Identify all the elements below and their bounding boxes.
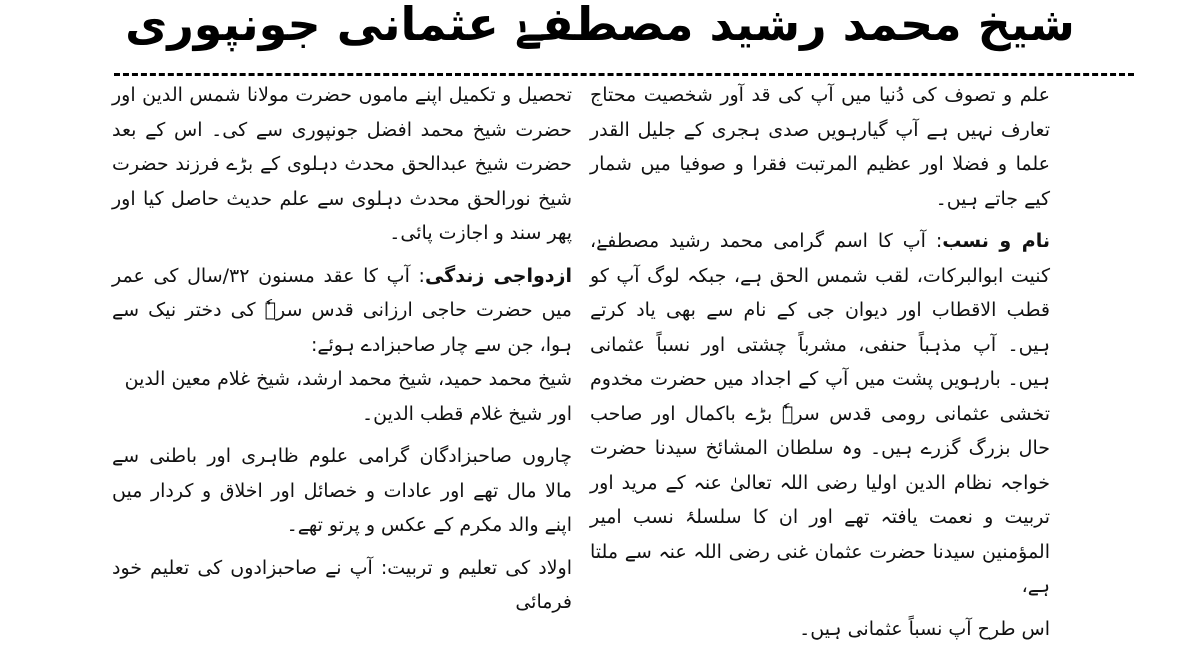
title-divider <box>114 73 1134 76</box>
lineage-heading: نام و نسب <box>942 230 1050 252</box>
intro-paragraph: علم و تصوف کی دُنیا میں آپ کی قد آور شخصیت محتاج تعارف نہیں ہے آپ گیارہویں صدی ہجری کے جلیل القدر علما و فضلا اور عظیم المرتبت فقرا و صوفیا میں شمار کیے جاتے ہیں۔ <box>590 84 1050 210</box>
right-column <box>590 78 1050 654</box>
marriage-text: : آپ کا عقد مسنون ۳۲/سال کی عمر میں حضرت حاجی ارزانی قدس سرہٗ کی دختر نیک سے ہوا، جن سے چار صاحبزادے ہوئے: <box>112 264 572 356</box>
education-paragraph: تحصیل و تکمیل اپنے ماموں حضرت مولانا شمس الدین اور حضرت شیخ محمد افضل جونپوری سے کی۔ اس کے بعد حضرت شیخ عبدالحق محدث دہلوی کے بڑے فرزند حضرت شیخ نورالحق محدث دہلوی سے علم حدیث حاصل کیا اور پھر سند و اجازت پائی۔ <box>112 84 572 244</box>
lineage-text: : آپ کا اسم گرامی محمد رشید مصطفےٰ، کنیت ابوالبرکات، لقب شمس الحق ہے، جبکہ لوگ آپ کو قطب الاقطاب اور دیوان جی کے نام سے بھی یاد کرتے ہیں۔ آپ مذہباً حنفی، مشرباً چشتی اور نسباً عثمانی ہیں۔ بارہویں پشت میں آپ کے اجداد میں حضرت مخدوم تخشی عثمانی رومی قدس سرہٗ بڑے باکمال اور صاحب حال بزرگ گزرے ہیں۔ وہ سلطان المشائخ سیدنا حضرت خواجہ نظام الدین اولیا رضی اللہ تعالیٰ عنہ کے مرید اور تربیت و نعمت یافتہ تھے اور ان کا سلسلۂ نسب امیر المؤمنین سیدنا حضرت عثمان غنی رضی اللہ عنہ سے ملتا ہے، <box>590 230 1050 597</box>
lineage-paragraph <box>590 224 1050 604</box>
sons-list: شیخ محمد حمید، شیخ محمد ارشد، شیخ غلام معین الدین اور شیخ غلام قطب الدین۔ <box>124 368 572 425</box>
marriage-heading: ازدواجی زندگی <box>424 264 572 287</box>
sons-virtues-paragraph: چاروں صاحبزادگان گرامی علوم ظاہری اور باطنی سے مالا مال تھے اور عادات و خصائل اور اخلاق و کردار میں اپنے والد مکرم کے عکس و پرتو تھے۔ <box>112 445 572 536</box>
clipped-line-right: اس طرح آپ نسباً عثمانی ہیں۔ <box>799 617 1050 640</box>
left-column <box>112 78 572 628</box>
clipped-line-left: اولاد کی تعلیم و تربیت: آپ نے صاحبزادوں کی تعلیم خود فرمائی <box>112 556 572 613</box>
page-title: شیخ محمد رشید مصطفےٰ عثمانی جونپوری <box>125 0 1075 51</box>
marriage-paragraph <box>112 259 572 363</box>
